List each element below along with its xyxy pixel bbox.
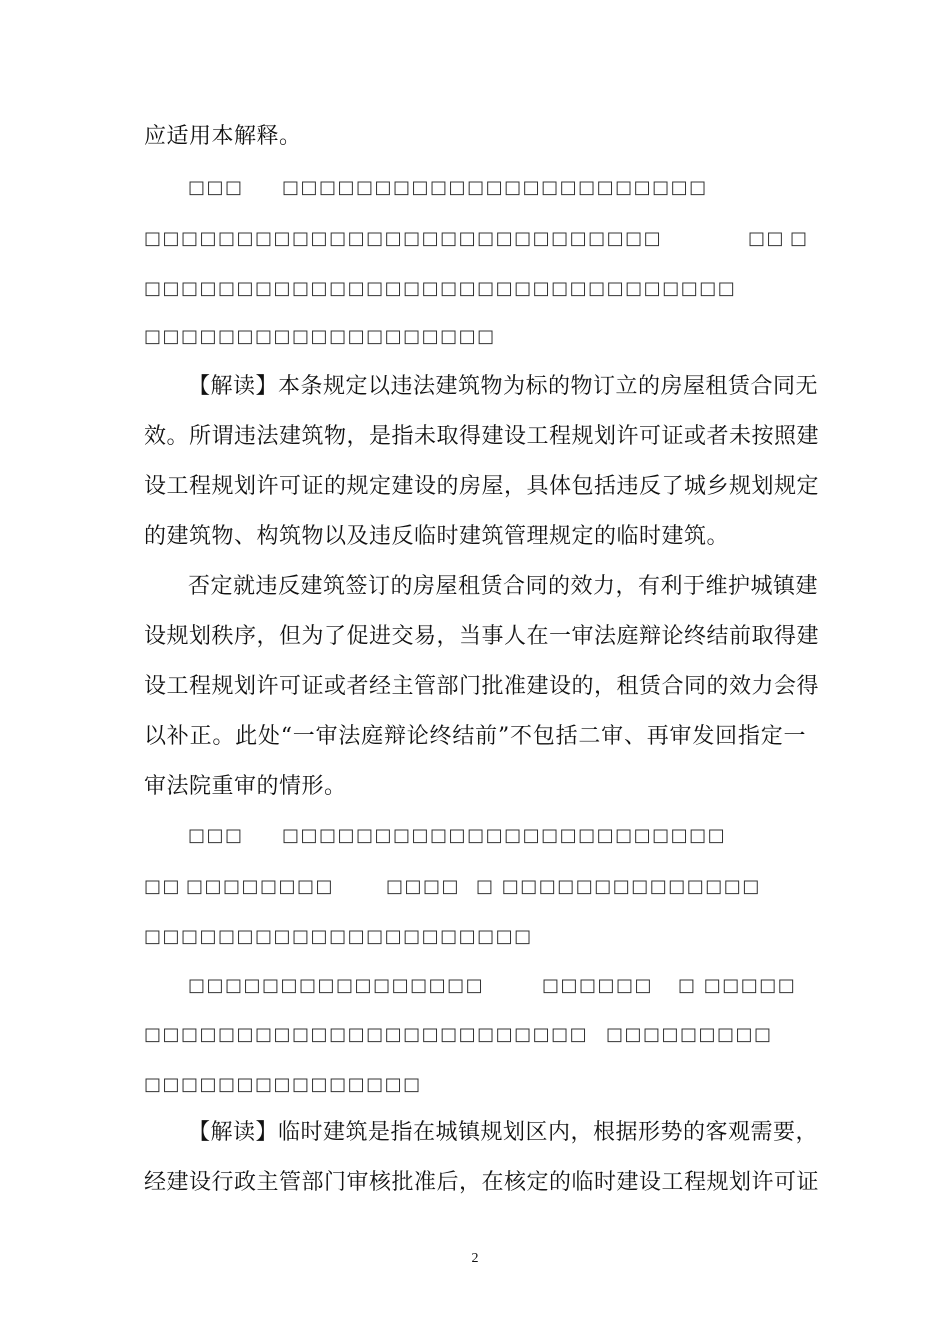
- text-line: 【解读】临时建筑是指在城镇规划区内，根据形势的客观需要，: [188, 1120, 819, 1145]
- garbled-text: □□□□□□□□□□□□□□□□□□□□□□□□: [282, 825, 727, 846]
- text-line: 设规划秩序，但为了促进交易，当事人在一审法庭辩论终结前取得建: [144, 624, 820, 649]
- text-line: 以补正。此处“一审法庭辩论终结前”不包括二审、再审发回指定一: [144, 724, 806, 749]
- text-line: 经建设行政主管部门审核批准后，在核定的临时建设工程规划许可证: [144, 1170, 820, 1195]
- garbled-text: □□□□□□□□□□□□□□□□□□□□□: [144, 926, 533, 947]
- garbled-text: □□: [748, 228, 786, 249]
- garbled-text: □□□□: [386, 876, 461, 897]
- garbled-text: □□□□□□□□□□□□□□□: [144, 1074, 422, 1095]
- garbled-text: □□: [144, 876, 182, 897]
- page-number: 2: [471, 1251, 479, 1266]
- text-line: 效。所谓违法建筑物，是指未取得建设工程规划许可证或者未按照建: [144, 424, 820, 449]
- text-line: 设工程规划许可证的规定建设的房屋，具体包括违反了城乡规划规定: [144, 474, 820, 499]
- garbled-text: □□□: [188, 177, 244, 198]
- text-line: 设工程规划许可证或者经主管部门批准建设的，租赁合同的效力会得: [144, 674, 820, 699]
- text-line: 应适用本解释。: [144, 124, 302, 149]
- garbled-text: □□□□□□□□□□□□□□□□□□□: [144, 326, 496, 347]
- text-line: 的建筑物、构筑物以及违反临时建筑管理规定的临时建筑。: [144, 524, 730, 549]
- garbled-text: □□□□□□□□□□□□□□□□□□□□□□□: [282, 177, 708, 198]
- garbled-text: □□□□□□□□□□□□□□□□□□□□□□□□□□□□: [144, 228, 663, 249]
- garbled-text: □□□□□□: [542, 975, 654, 996]
- text-line: 否定就违反建筑签订的房屋租赁合同的效力，有利于维护城镇建: [188, 574, 819, 599]
- garbled-text: □□□□□□□□□□□□□□□□□□□□□□□□: [144, 1024, 589, 1045]
- text-line: 审法院重审的情形。: [144, 774, 347, 799]
- garbled-text: □□□□□□□□: [186, 876, 335, 897]
- text-line: 【解读】本条规定以违法建筑物为标的物订立的房屋租赁合同无: [188, 374, 819, 399]
- garbled-text: □: [790, 228, 809, 249]
- garbled-text: □□□: [188, 825, 244, 846]
- garbled-text: □□□□□□□□□: [606, 1024, 773, 1045]
- garbled-text: □ □□□□□: [678, 975, 797, 996]
- garbled-text: □□□□□□□□□□□□□□□□□□□□□□□□□□□□□□□□: [144, 278, 737, 299]
- garbled-text: □□□□□□□□□□□□□□□□: [188, 975, 485, 996]
- garbled-text: □ □□□□□□□□□□□□□□: [476, 876, 761, 897]
